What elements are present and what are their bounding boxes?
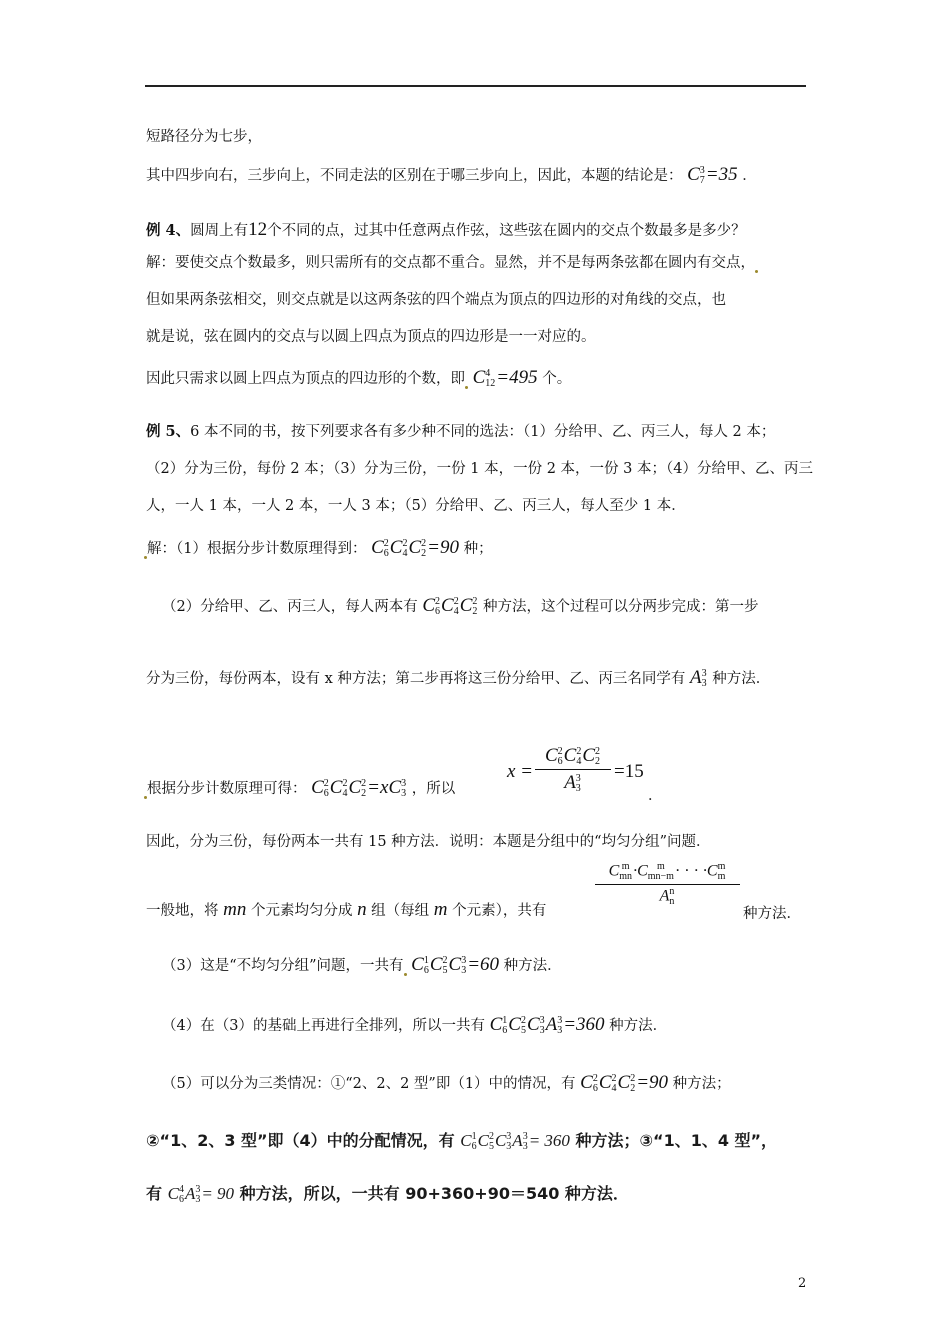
solution-2-line-5: 一般地，将 mn 个元素均匀分成 n 组（每组 m 个元素），共有	[146, 899, 547, 920]
example-5-line-2: （2）分为三份，每份 2 本；（3）分为三份，一份 1 本，一份 2 本，一份 3 本；（4）分给甲、乙、丙三	[146, 461, 813, 477]
x-period: ．	[648, 788, 663, 804]
example-4-title: 例 4、圆周上有12个不同的点，过其中任意两点作弦，这些弦在圆内的交点个数最多是多少？	[146, 219, 746, 240]
general-tail: 种方法．	[743, 906, 801, 922]
solution-5: （5）可以分为三类情况：①“2、2、2 型”即（1）中的情况，有 C 2 6 C 2 4 C 2 2 =90 种方法；	[162, 1072, 731, 1094]
solution-2: （2）分给甲、乙、丙三人，每人两本有 C 2 6 C 2 4 C 2 2 种方法，这个过程可以分两步完成：第一步	[162, 595, 759, 617]
example-4-line-5: 因此只需求以圆上四点为顶点的四边形的个数，即 C 4 12 =495 个。	[146, 367, 572, 389]
example-5-line-1: 例 5、6 本不同的书，按下列要求各有多少种不同的选法：（1）分给甲、乙、丙三人，每人 2 本；	[146, 423, 776, 440]
page-number: 2	[798, 1276, 807, 1291]
solution-3: （3）这是“不均匀分组”问题，一共有 C 1 6 C 2 5 C 3 3 =60 种方法．	[162, 954, 562, 976]
example-5-line-3: 人，一人 1 本，一人 2 本，一人 3 本；（5）分给甲、乙、丙三人，每人至少 1 本．	[146, 498, 686, 514]
x-result: =15	[614, 761, 644, 782]
formula-c124: C 4 12 =495	[472, 367, 538, 389]
solution-2-line-2: 分为三份，每份两本，设有 x 种方法；第二步再将这三份分给甲、乙、丙三名同学有 A 3 3 种方法．	[146, 667, 771, 689]
fraction-general: C m mn ·C m mn−m · · · ·C m m A n n	[595, 862, 740, 907]
solution-2-line-4: 因此，分为三份，每份两本一共有 15 种方法．说明：本题是分组中的“均匀分组”问题．	[146, 834, 711, 850]
header-rule	[145, 85, 806, 87]
example-4-line-2: 解：要使交点个数最多，则只需所有的交点都不重合。显然，并不是每两条弦都在圆内有交点，	[146, 253, 758, 273]
formula-c73: C 3 7 =35	[687, 164, 738, 186]
fraction-x: C 2 6 C 2 4 C 2 2 A 3 3	[535, 745, 611, 794]
scanned-line-1: ②“1、2、3 型”即（4）中的分配情况，有 C 1 6 C 2 5 C 3 3 A 3 3 = 360 种方法；③“1、1、4 型”，	[146, 1131, 778, 1153]
example-4-line-3: 但如果两条弦相交，则交点就是以这两条弦的四个端点为顶点的四边形的对角线的交点，也	[146, 292, 726, 308]
solution-2-line-3: 根据分步计数原理可得： C 2 6 C 2 4 C 2 2 =xC 3 3 ，所以	[144, 778, 455, 799]
text-line-2: 其中四步向右，三步向上，不同走法的区别在于哪三步向上，因此，本题的结论是： C 3 7 =35 ．	[146, 164, 757, 186]
scanned-line-2: 有 C 4 6 A 3 3 = 90 种方法，所以，一共有 90+360+90＝540 种方法．	[146, 1184, 629, 1206]
solution-4: （4）在（3）的基础上再进行全排列，所以一共有 C 1 6 C 2 5 C 3 3 A 3 3 =360 种方法．	[162, 1014, 668, 1036]
example-4-line-4: 就是说，弦在圆内的交点与以圆上四点为顶点的四边形是一一对应的。	[146, 329, 596, 345]
text-line-1: 短路径分为七步，	[146, 129, 262, 145]
x-label: x =	[507, 761, 534, 782]
solution-1: 解：（1）根据分步计数原理得到： C 2 6 C 2 4 C 2 2 =90 种；	[144, 538, 493, 559]
